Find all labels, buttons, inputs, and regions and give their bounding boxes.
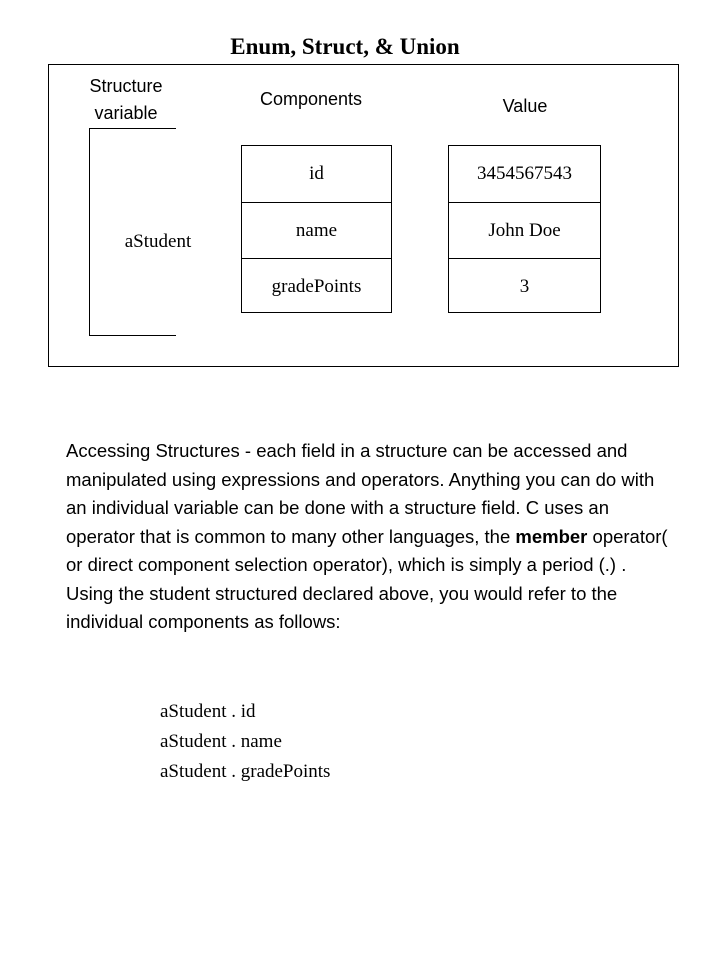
code-line: aStudent . gradePoints — [160, 761, 331, 782]
value-cell: 3 — [449, 258, 600, 314]
value-cell: John Doe — [449, 202, 600, 258]
code-line: aStudent . name — [160, 731, 282, 752]
component-cell: name — [242, 202, 391, 258]
components-column — [241, 145, 392, 313]
component-cell: id — [309, 163, 324, 184]
component-cell: gradePoints — [242, 258, 391, 314]
value-cell: 3454567543 — [477, 163, 572, 184]
member-keyword: member — [515, 525, 588, 547]
components-label: Components — [259, 89, 363, 109]
values-column — [448, 145, 601, 313]
code-line: aStudent . id — [160, 701, 256, 722]
structure-variable-label — [70, 73, 182, 127]
structure-variable-label-line2: variable — [94, 103, 158, 123]
paragraph-text-end: operator( or direct component selection operator), which is simply a period (.) . Using the student structured declared above, you would refer to the individual components as follows: — [66, 525, 668, 632]
structure-variable-label-line1: Structure — [89, 76, 163, 96]
paragraph-text-start: Accessing Structures - each field in a structure can be accessed and manipulated using expressions and operators. Anything you can do with an individual variable can be done with a structure field. C uses an operator that is common to many other languages, the — [66, 440, 655, 547]
explanation-paragraph — [66, 437, 676, 637]
variable-name: aStudent — [124, 231, 192, 252]
page-title: Enum, Struct, & Union — [230, 34, 460, 59]
member-access-examples — [160, 697, 330, 787]
value-label: Value — [502, 96, 548, 116]
